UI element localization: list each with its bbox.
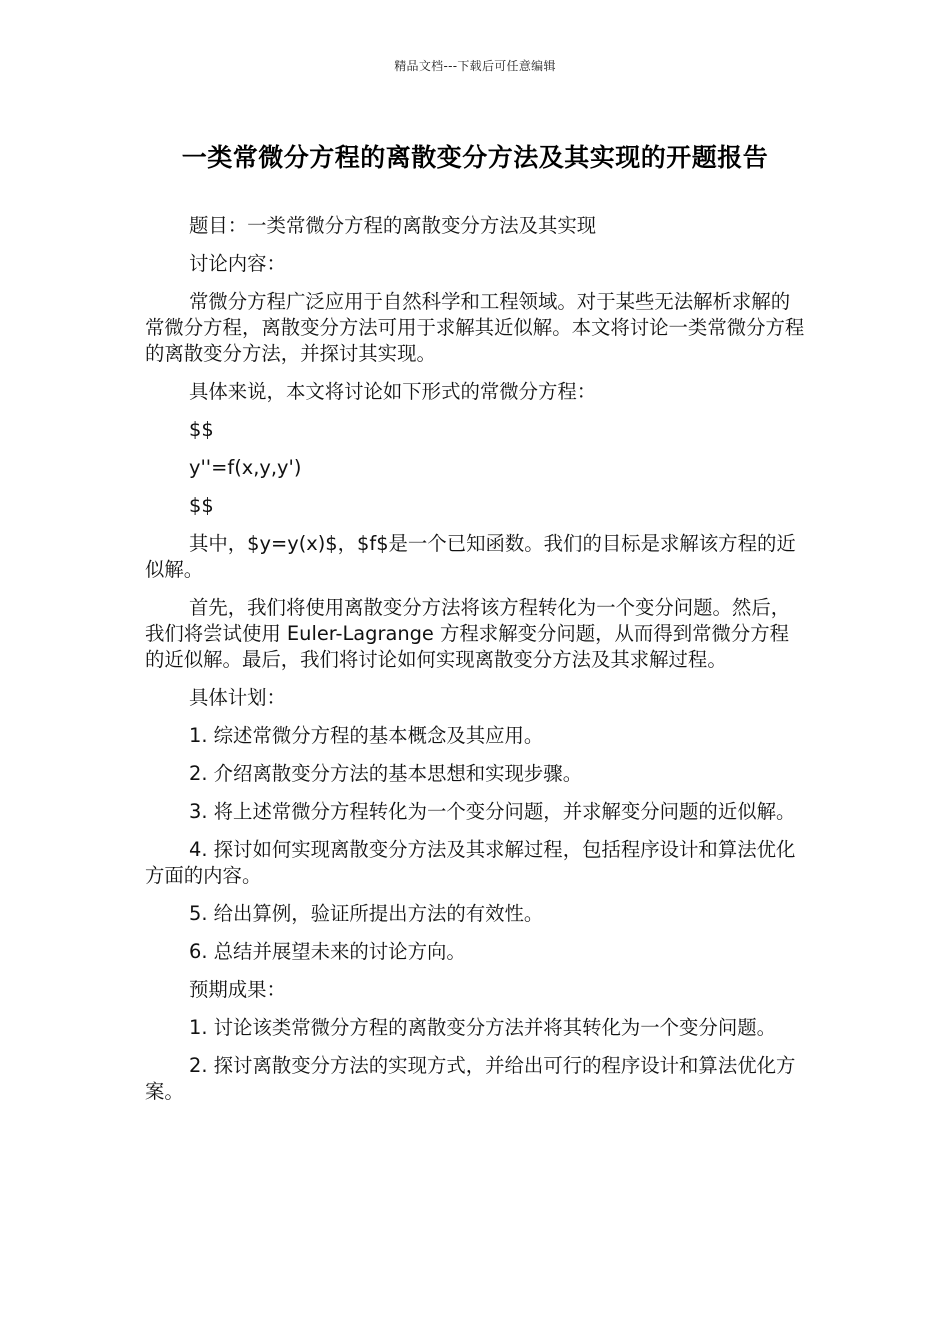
paragraph-outcomes-heading: 预期成果： bbox=[189, 978, 286, 1001]
paragraph-plan-heading: 具体计划： bbox=[189, 686, 286, 709]
formula-delimiter-close: $$ bbox=[189, 494, 214, 517]
plan-item-5: 5. 给出算例，验证所提出方法的有效性。 bbox=[189, 902, 544, 925]
plan-item-4: 4. 探讨如何实现离散变分方法及其求解过程，包括程序设计和算法优化方面的内容。 bbox=[145, 838, 796, 887]
paragraph-discussion-heading: 讨论内容： bbox=[189, 252, 286, 275]
outcome-item-1: 1. 讨论该类常微分方程的离散变分方法并将其转化为一个变分问题。 bbox=[189, 1016, 776, 1039]
paragraph-topic: 题目：一类常微分方程的离散变分方法及其实现 bbox=[189, 214, 597, 237]
document-body bbox=[145, 213, 807, 1117]
formula-equation: y''=f(x,y,y') bbox=[189, 456, 302, 479]
plan-item-1: 1. 综述常微分方程的基本概念及其应用。 bbox=[189, 724, 544, 747]
formula-delimiter-open: $$ bbox=[189, 418, 214, 441]
paragraph-intro: 常微分方程广泛应用于自然科学和工程领域。对于某些无法解析求解的常微分方程，离散变分方法可用于求解其近似解。本文将讨论一类常微分方程的离散变分方法，并探讨其实现。 bbox=[145, 290, 805, 365]
document-title: 一类常微分方程的离散变分方法及其实现的开题报告 bbox=[181, 143, 769, 172]
plan-item-6: 6. 总结并展望未来的讨论方向。 bbox=[189, 940, 466, 963]
paragraph-approach: 首先，我们将使用离散变分方法将该方程转化为一个变分问题。然后，我们将尝试使用 Euler-Lagrange 方程求解变分问题，从而得到常微分方程的近似解。最后，我们将讨论如何实现离散变分方法及其求解过程。 bbox=[145, 596, 791, 671]
plan-item-2: 2. 介绍离散变分方法的基本思想和实现步骤。 bbox=[189, 762, 583, 785]
plan-item-3: 3. 将上述常微分方程转化为一个变分问题，并求解变分问题的近似解。 bbox=[189, 800, 796, 823]
header-note: 精品文档---下载后可任意编辑 bbox=[394, 59, 556, 73]
outcome-item-2: 2. 探讨离散变分方法的实现方式，并给出可行的程序设计和算法优化方案。 bbox=[145, 1054, 796, 1103]
paragraph-definitions: 其中，$y=y(x)$，$f$是一个已知函数。我们的目标是求解该方程的近似解。 bbox=[145, 532, 796, 581]
paragraph-form-intro: 具体来说，本文将讨论如下形式的常微分方程： bbox=[189, 380, 597, 403]
